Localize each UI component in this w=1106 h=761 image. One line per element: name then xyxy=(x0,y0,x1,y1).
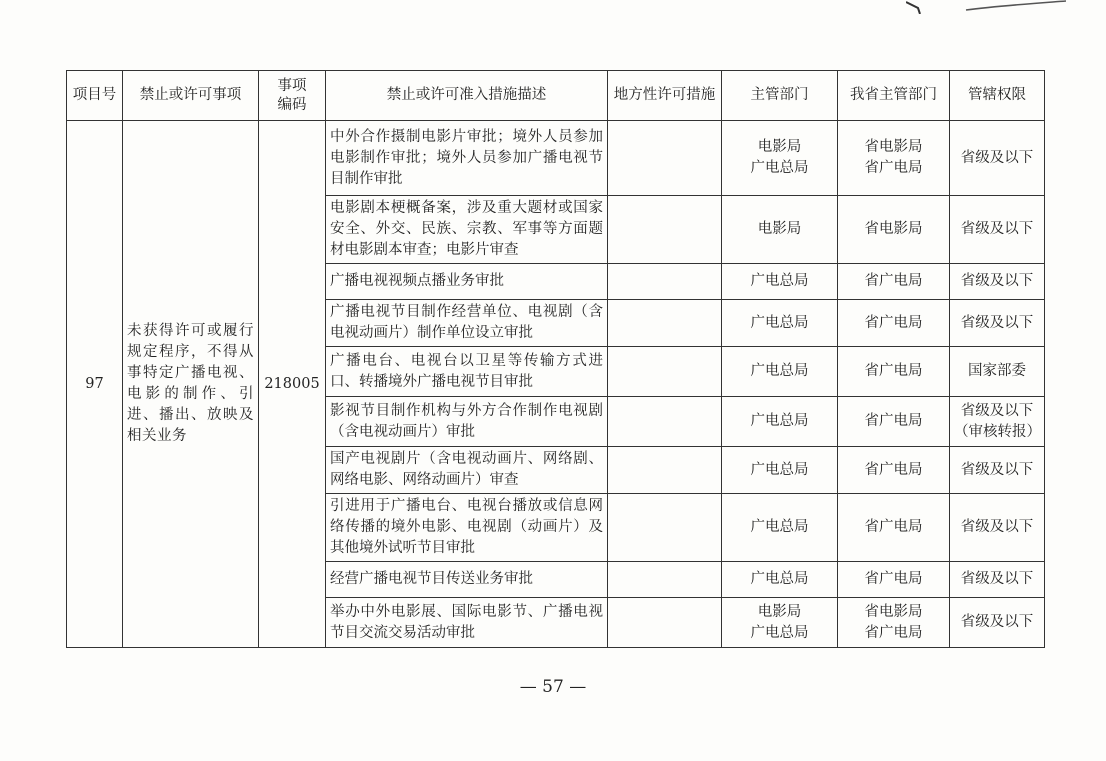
authority-cell-line: 省级及以下 xyxy=(960,314,1034,331)
local-measure-cell xyxy=(608,598,722,648)
provincial-department-cell-line: 省广电局 xyxy=(864,314,923,331)
authority-cell xyxy=(950,347,1045,397)
department-cell-line: 广电总局 xyxy=(750,519,809,535)
provincial-department-cell xyxy=(838,598,950,648)
provincial-department-cell-line: 省广电局 xyxy=(864,160,923,176)
provincial-department-cell-line: 省广电局 xyxy=(864,519,923,535)
department-cell-line: 广电总局 xyxy=(750,314,809,331)
header-local-measure: 地方性许可措施 xyxy=(608,71,722,121)
authority-cell xyxy=(950,121,1045,196)
department-cell-line: 电影局 xyxy=(757,139,802,155)
item-code-cell: 218005 xyxy=(259,121,326,648)
department-cell-line: 广电总局 xyxy=(750,461,809,478)
provincial-department-cell-line: 省广电局 xyxy=(864,461,923,478)
department-cell xyxy=(722,347,838,397)
authority-cell xyxy=(950,300,1045,347)
local-measure-cell xyxy=(608,562,722,598)
department-cell xyxy=(722,196,838,264)
scan-artifact xyxy=(906,0,1066,14)
department-cell-line: 广电总局 xyxy=(750,363,809,379)
department-cell xyxy=(722,121,838,196)
provincial-department-cell xyxy=(838,397,950,447)
provincial-department-cell xyxy=(838,196,950,264)
local-measure-cell xyxy=(608,397,722,447)
item-number-cell: 97 xyxy=(67,121,123,648)
provincial-department-cell xyxy=(838,562,950,598)
department-cell-line: 广电总局 xyxy=(750,273,809,289)
authority-cell xyxy=(950,447,1045,494)
description-cell: 广播电视节目制作经营单位、电视剧（含电视动画片）制作单位设立审批 xyxy=(326,300,608,347)
header-description: 禁止或许可准入措施描述 xyxy=(326,71,608,121)
provincial-department-cell xyxy=(838,121,950,196)
authority-cell-line: 国家部委 xyxy=(968,363,1026,379)
local-measure-cell xyxy=(608,196,722,264)
table-row xyxy=(67,121,1045,196)
description-cell: 经营广播电视节目传送业务审批 xyxy=(326,562,608,598)
local-measure-cell xyxy=(608,121,722,196)
local-measure-cell xyxy=(608,447,722,494)
authority-cell-line: 省级及以下 xyxy=(960,571,1034,587)
authority-cell-line: 省级及以下 xyxy=(960,221,1034,237)
department-cell xyxy=(722,264,838,300)
description-cell: 电影剧本梗概备案，涉及重大题材或国家安全、外交、民族、宗教、军事等方面题材电影剧本审查；电影片审查 xyxy=(326,196,608,264)
provincial-department-cell-line: 省电影局 xyxy=(864,139,923,155)
authority-cell-line: （审核转报） xyxy=(954,423,1041,440)
provincial-department-cell xyxy=(838,300,950,347)
description-cell: 国产电视剧片（含电视动画片、网络剧、网络电影、网络动画片）审查 xyxy=(326,447,608,494)
matter-cell: 未获得许可或履行规定程序，不得从事特定广播电视、电影的制作、引进、播出、放映及相关业务 xyxy=(123,121,259,648)
provincial-department-cell xyxy=(838,494,950,562)
provincial-department-cell-line: 省广电局 xyxy=(864,363,923,379)
description-cell: 引进用于广播电台、电视台播放或信息网络传播的境外电影、电视剧（动画片）及其他境外试听节目审批 xyxy=(326,494,608,562)
authority-cell xyxy=(950,494,1045,562)
local-measure-cell xyxy=(608,494,722,562)
department-cell-line: 广电总局 xyxy=(750,160,809,176)
department-cell-line: 广电总局 xyxy=(750,413,809,429)
department-cell xyxy=(722,300,838,347)
authority-cell-line: 省级及以下 xyxy=(960,519,1034,535)
department-cell xyxy=(722,562,838,598)
header-code: 事项 编码 xyxy=(259,71,326,121)
authority-cell xyxy=(950,397,1045,447)
description-cell: 中外合作摄制电影片审批；境外人员参加电影制作审批；境外人员参加广播电视节目制作审批 xyxy=(326,121,608,196)
provincial-department-cell-line: 省广电局 xyxy=(864,273,923,289)
department-cell-line: 广电总局 xyxy=(750,571,809,587)
department-cell xyxy=(722,598,838,648)
header-provincial-department: 我省主管部门 xyxy=(838,71,950,121)
provincial-department-cell-line: 省电影局 xyxy=(864,221,923,237)
authority-cell xyxy=(950,598,1045,648)
authority-cell xyxy=(950,264,1045,300)
header-authority: 管辖权限 xyxy=(950,71,1045,121)
authority-cell-line: 省级及以下 xyxy=(960,402,1034,419)
local-measure-cell xyxy=(608,300,722,347)
provincial-department-cell-line: 省广电局 xyxy=(864,571,923,587)
header-matter: 禁止或许可事项 xyxy=(123,71,259,121)
authority-cell-line: 省级及以下 xyxy=(960,614,1034,630)
permission-table xyxy=(66,70,1045,648)
provincial-department-cell xyxy=(838,347,950,397)
header-row xyxy=(67,71,1045,121)
authority-cell-line: 省级及以下 xyxy=(960,149,1034,166)
authority-cell-line: 省级及以下 xyxy=(960,461,1034,478)
description-cell: 影视节目制作机构与外方合作制作电视剧（含电视动画片）审批 xyxy=(326,397,608,447)
provincial-department-cell xyxy=(838,447,950,494)
authority-cell xyxy=(950,562,1045,598)
local-measure-cell xyxy=(608,264,722,300)
description-cell: 广播电视视频点播业务审批 xyxy=(326,264,608,300)
provincial-department-cell-line: 省电影局 xyxy=(864,603,923,620)
department-cell-line: 电影局 xyxy=(757,221,802,237)
page-number: — 57 — xyxy=(519,677,587,697)
authority-cell xyxy=(950,196,1045,264)
header-item-no: 项目号 xyxy=(67,71,123,121)
authority-cell-line: 省级及以下 xyxy=(960,273,1034,289)
local-measure-cell xyxy=(608,347,722,397)
provincial-department-cell-line: 省广电局 xyxy=(864,624,923,641)
department-cell xyxy=(722,447,838,494)
header-department: 主管部门 xyxy=(722,71,838,121)
department-cell xyxy=(722,397,838,447)
provincial-department-cell-line: 省广电局 xyxy=(864,413,923,429)
department-cell xyxy=(722,494,838,562)
department-cell-line: 广电总局 xyxy=(750,624,809,641)
provincial-department-cell xyxy=(838,264,950,300)
department-cell-line: 电影局 xyxy=(757,603,802,620)
description-cell: 举办中外电影展、国际电影节、广播电视节目交流交易活动审批 xyxy=(326,598,608,648)
description-cell: 广播电台、电视台以卫星等传输方式进口、转播境外广播电视节目审批 xyxy=(326,347,608,397)
